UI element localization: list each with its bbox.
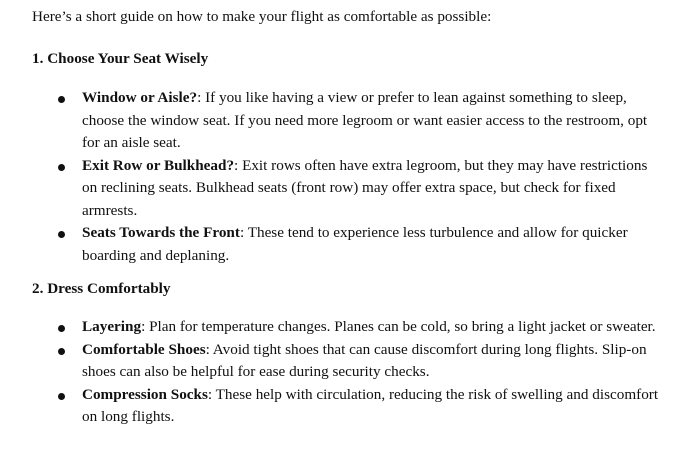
item-text: : These help with circulation, reducing the risk of swelling and discomfort on long flights. [82, 385, 659, 425]
item-term: Comfortable Shoes [82, 340, 206, 358]
bullet-icon [58, 164, 65, 171]
item-term: Compression Socks [82, 385, 208, 403]
bullet-icon [58, 96, 65, 103]
bullet-icon [58, 231, 65, 238]
bullet-icon [58, 393, 65, 400]
bullet-icon [58, 348, 65, 355]
list-item [0, 384, 680, 429]
item-text: : Avoid tight shoes that can cause discomfort during long flights. Slip-on shoes can also be helpful for ease during security checks. [82, 340, 647, 380]
list-item [0, 339, 680, 384]
list-item [0, 222, 680, 267]
section-heading: 2. Dress Comfortably [32, 280, 171, 297]
section-heading: 1. Choose Your Seat Wisely [32, 50, 209, 67]
item-term: Exit Row or Bulkhead? [82, 156, 235, 174]
item-text: : Plan for temperature changes. Planes can be cold, so bring a light jacket or sweater. [141, 318, 656, 335]
bullet-list [0, 87, 680, 267]
bullet-list [0, 316, 680, 429]
item-text: : These tend to experience less turbulence and allow for quicker boarding and deplaning. [82, 224, 628, 264]
intro-paragraph: Here’s a short guide on how to make your flight as comfortable as possible: [32, 8, 492, 25]
list-item [0, 155, 680, 223]
item-term: Window or Aisle? [82, 89, 198, 106]
list-item [0, 87, 680, 155]
item-text: : If you like having a view or prefer to lean against something to sleep, choose the window seat. If you need more legroom or want easier access to the restroom, opt for an aisle seat. [82, 89, 648, 151]
item-text: : Exit rows often have extra legroom, but they may have restrictions on reclining seats. Bulkhead seats (front row) may offer extra space, but check for fixed armrests. [82, 156, 648, 219]
item-term: Layering [82, 318, 142, 335]
bullet-icon [58, 325, 65, 332]
list-item [0, 316, 680, 339]
item-term: Seats Towards the Front [82, 224, 240, 241]
